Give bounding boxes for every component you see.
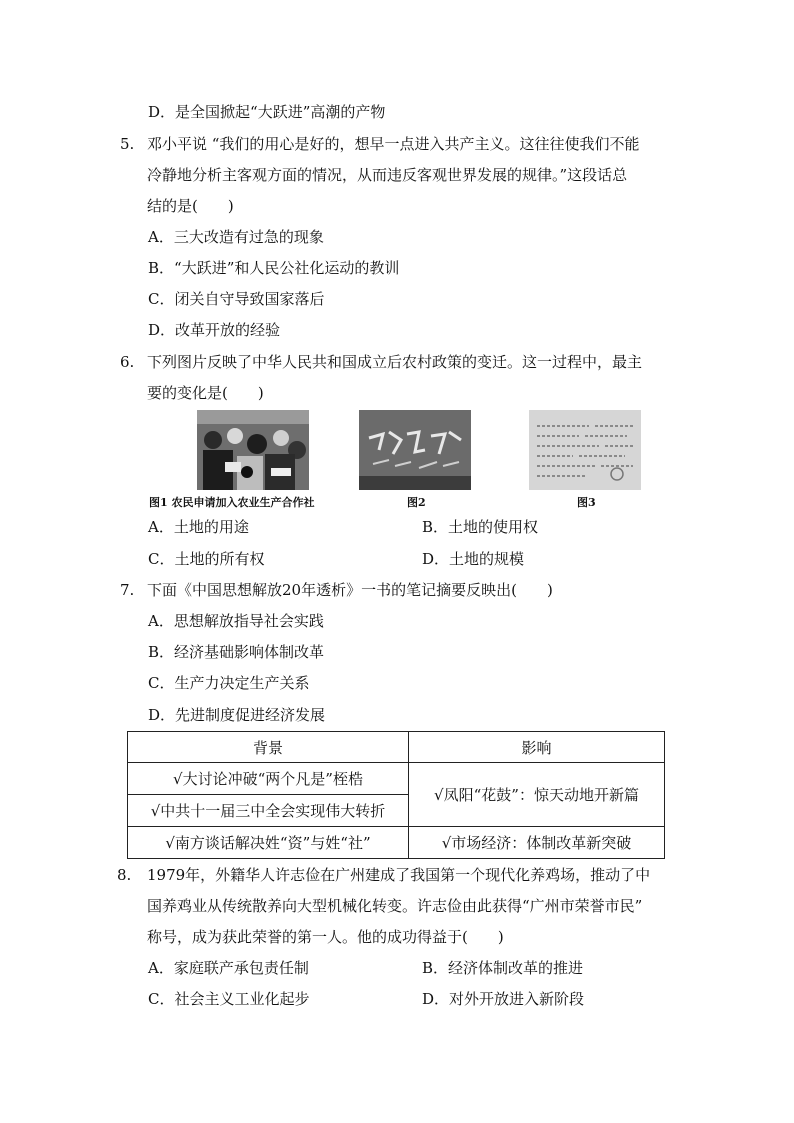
- q7-option-c: C．生产力决定生产关系: [148, 674, 310, 692]
- q5-option-c: C．闭关自守导致国家落后: [148, 290, 325, 308]
- q8-option-c: C．社会主义工业化起步: [148, 990, 310, 1008]
- q6-stem-line-1: 下列图片反映了中华人民共和国成立后农村政策的变迁。这一过程中，最主: [147, 353, 643, 371]
- q8-option-a: A．家庭联产承包责任制: [148, 959, 309, 977]
- figure-2-photo: [359, 410, 471, 490]
- figure-1-caption: 图1 农民申请加入农业生产合作社: [149, 496, 315, 509]
- figure-1-photo: [197, 410, 309, 490]
- figure-3-photo: [529, 410, 641, 490]
- q8-option-d: D．对外开放进入新阶段: [422, 990, 585, 1008]
- q4-option-d: D．是全国掀起“大跃进”高潮的产物: [148, 103, 386, 121]
- q7-number: 7.: [120, 581, 135, 599]
- q6-option-b: B．土地的使用权: [422, 518, 539, 536]
- q7-option-b: B．经济基础影响体制改革: [148, 643, 325, 661]
- table-row: [128, 763, 665, 795]
- q7-stem: 下面《中国思想解放20年透析》一书的笔记摘要反映出( ): [147, 581, 553, 599]
- photo-farmers-meeting-icon: [197, 410, 309, 490]
- q8-stem-line-3: 称号，成为获此荣誉的第一人。他的成功得益于( ): [147, 928, 504, 946]
- q8-number: 8.: [117, 866, 132, 884]
- table-cell-background-2: √中共十一届三中全会实现伟大转折: [128, 795, 409, 827]
- q7-option-a: A．思想解放指导社会实践: [148, 612, 324, 630]
- q5-option-b: B．“大跃进”和人民公社化运动的教训: [148, 259, 400, 277]
- table-cell-impact-1: √凤阳“花鼓”：惊天动地开新篇: [409, 763, 665, 827]
- table-cell-background-1: √大讨论冲破“两个凡是”桎梏: [128, 763, 409, 795]
- q6-option-a: A．土地的用途: [148, 518, 249, 536]
- table-row: [128, 827, 665, 859]
- q6-stem-line-2: 要的变化是( ): [147, 384, 264, 402]
- photo-handwritten-contract-icon: [529, 410, 641, 490]
- table-header-background: 背景: [128, 732, 409, 763]
- table-header-impact: 影响: [409, 732, 665, 763]
- figure-2-caption: 图2: [407, 496, 426, 509]
- q8-stem-line-2: 国养鸡业从传统散养向大型机械化转变。许志俭由此获得“广州市荣誉市民”: [147, 897, 643, 915]
- table-cell-background-3: √南方谈话解决姓“资”与姓“社”: [128, 827, 409, 859]
- q5-stem-line-2: 冷静地分析主客观方面的情况，从而违反客观世界发展的规律。”这段话总: [147, 166, 628, 184]
- table-cell-impact-2: √市场经济：体制改革新突破: [409, 827, 665, 859]
- figure-3-caption: 图3: [577, 496, 596, 509]
- q5-option-a: A．三大改造有过急的现象: [148, 228, 324, 246]
- q5-stem-line-1: 邓小平说 “我们的用心是好的，想早一点进入共产主义。这往往使我们不能: [147, 135, 640, 153]
- q6-number: 6.: [120, 353, 135, 371]
- q6-option-c: C．土地的所有权: [148, 550, 265, 568]
- q5-number: 5.: [120, 135, 135, 153]
- photo-document-banner-icon: [359, 410, 471, 490]
- q7-option-d: D．先进制度促进经济发展: [148, 706, 326, 724]
- q5-stem-line-3: 结的是( ): [147, 197, 234, 215]
- q6-option-d: D．土地的规模: [422, 550, 525, 568]
- table-header-row: [128, 732, 665, 763]
- q5-option-d: D．改革开放的经验: [148, 321, 281, 339]
- notes-table: [127, 731, 665, 859]
- q8-stem-line-1: 1979年，外籍华人许志俭在广州建成了我国第一个现代化养鸡场，推动了中: [147, 866, 651, 884]
- q8-option-b: B．经济体制改革的推进: [422, 959, 584, 977]
